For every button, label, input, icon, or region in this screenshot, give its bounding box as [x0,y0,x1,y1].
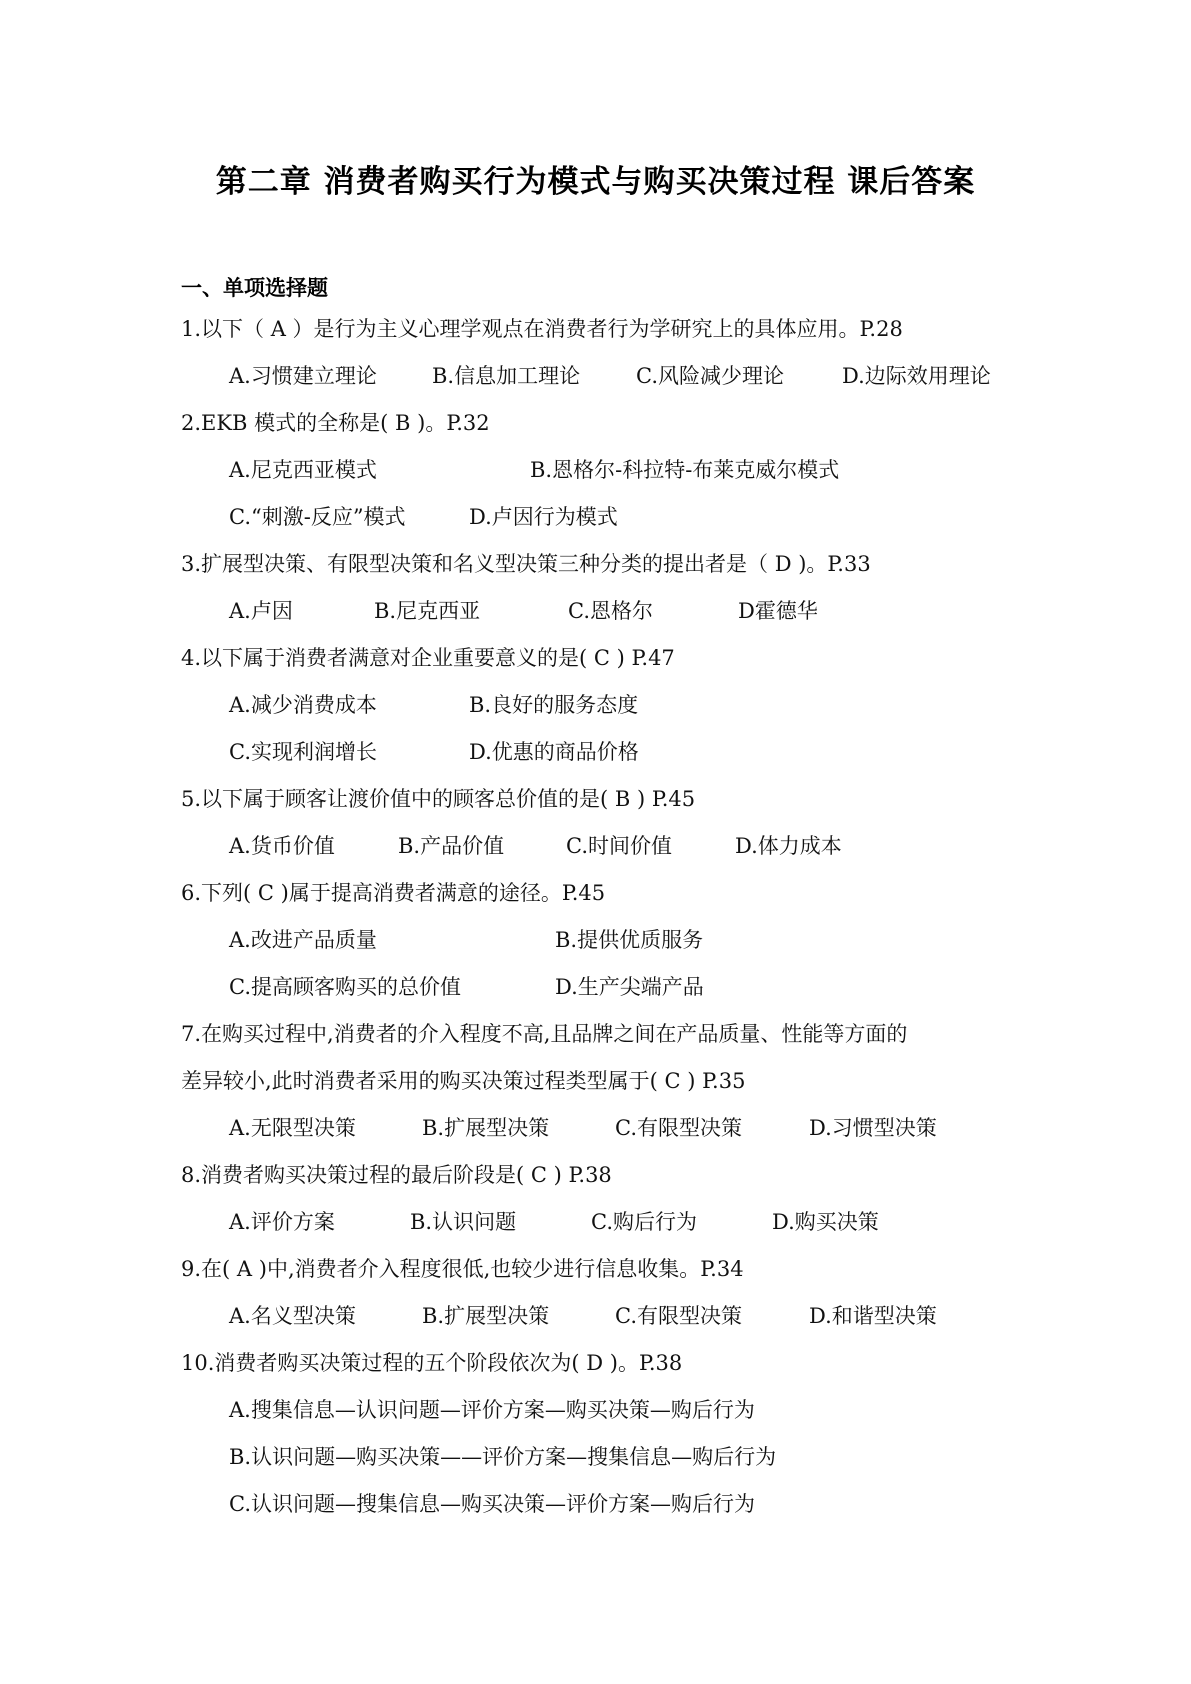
options-row [181,964,1031,1011]
option-d: D.卢因行为模式 [469,505,618,529]
option-a: A.习惯建立理论 [229,364,377,388]
option-c: C.恩格尔 [568,599,653,623]
option-a: A.卢因 [229,599,293,623]
option-b: B.信息加工理论 [432,364,581,388]
options-row [181,353,1031,400]
option-b: B.扩展型决策 [422,1304,550,1328]
option-c: C.有限型决策 [615,1304,742,1328]
question-list [181,306,1031,1528]
options-row [181,729,1031,776]
option-a: A.名义型决策 [229,1304,356,1328]
option-a: A.改进产品质量 [229,928,377,952]
option-d: D霍德华 [738,599,818,623]
option-c: C.风险减少理论 [636,364,784,388]
question-6: 6.下列( C )属于提高消费者满意的途径。P.45 [181,881,606,905]
option-a: A.减少消费成本 [229,693,377,717]
question-10: 10.消费者购买决策过程的五个阶段依次为( D )。P.38 [181,1351,683,1375]
question-8: 8.消费者购买决策过程的最后阶段是( C ) P.38 [181,1163,612,1187]
option-d: D.和谐型决策 [809,1304,937,1328]
option-d: D.边际效用理论 [842,364,991,388]
option-b: B.恩格尔-科拉特-布莱克威尔模式 [530,458,840,482]
options-row [181,917,1031,964]
question-7-line-1: 7.在购买过程中,消费者的介入程度不高,且品牌之间在产品质量、性能等方面的 [181,1022,908,1046]
option-c: C.有限型决策 [615,1116,742,1140]
option-a: A.评价方案 [229,1210,335,1234]
options-row [181,1199,1031,1246]
question-4: 4.以下属于消费者满意对企业重要意义的是( C ) P.47 [181,646,675,670]
options-row [181,1105,1031,1152]
option-b: B.良好的服务态度 [469,693,639,717]
options-row [181,682,1031,729]
option-a: A.搜集信息—认识问题—评价方案—购买决策—购后行为 [229,1398,755,1422]
option-a: A.尼克西亚模式 [229,458,377,482]
option-b: B.产品价值 [398,834,505,858]
options-row [181,823,1031,870]
question-2: 2.EKB 模式的全称是( B )。P.32 [181,411,490,435]
option-c: C.提高顾客购买的总价值 [229,975,461,999]
option-a: A.货币价值 [229,834,335,858]
option-b: B.认识问题 [410,1210,517,1234]
option-b: B.认识问题—购买决策——评价方案—搜集信息—购后行为 [229,1445,777,1469]
option-b: B.扩展型决策 [422,1116,550,1140]
question-9: 9.在( A )中,消费者介入程度很低,也较少进行信息收集。P.34 [181,1257,744,1281]
section-heading: 一、单项选择题 [181,276,328,300]
options-row [181,588,1031,635]
question-5: 5.以下属于顾客让渡价值中的顾客总价值的是( B ) P.45 [181,787,696,811]
option-a: A.无限型决策 [229,1116,356,1140]
option-b: B.尼克西亚 [374,599,481,623]
option-d: D.生产尖端产品 [555,975,704,999]
option-d: D.习惯型决策 [809,1116,937,1140]
options-row [181,1293,1031,1340]
option-c: C.购后行为 [591,1210,697,1234]
question-1: 1.以下（ A ）是行为主义心理学观点在消费者行为学研究上的具体应用。P.28 [181,317,903,341]
option-c: C.时间价值 [566,834,672,858]
option-c: C.认识问题—搜集信息—购买决策—评价方案—购后行为 [229,1492,755,1516]
question-7-line-2: 差异较小,此时消费者采用的购买决策过程类型属于( C ) P.35 [181,1069,746,1093]
page-title: 第二章 消费者购买行为模式与购买决策过程 课后答案 [215,164,976,200]
options-row [181,447,1031,494]
option-d: D.购买决策 [772,1210,879,1234]
option-c: C.实现利润增长 [229,740,377,764]
option-c: C.“刺激-反应”模式 [229,505,406,529]
option-d: D.体力成本 [735,834,842,858]
option-d: D.优惠的商品价格 [469,740,639,764]
option-b: B.提供优质服务 [555,928,704,952]
question-3: 3.扩展型决策、有限型决策和名义型决策三种分类的提出者是（ D )。P.33 [181,552,871,576]
options-row [181,494,1031,541]
